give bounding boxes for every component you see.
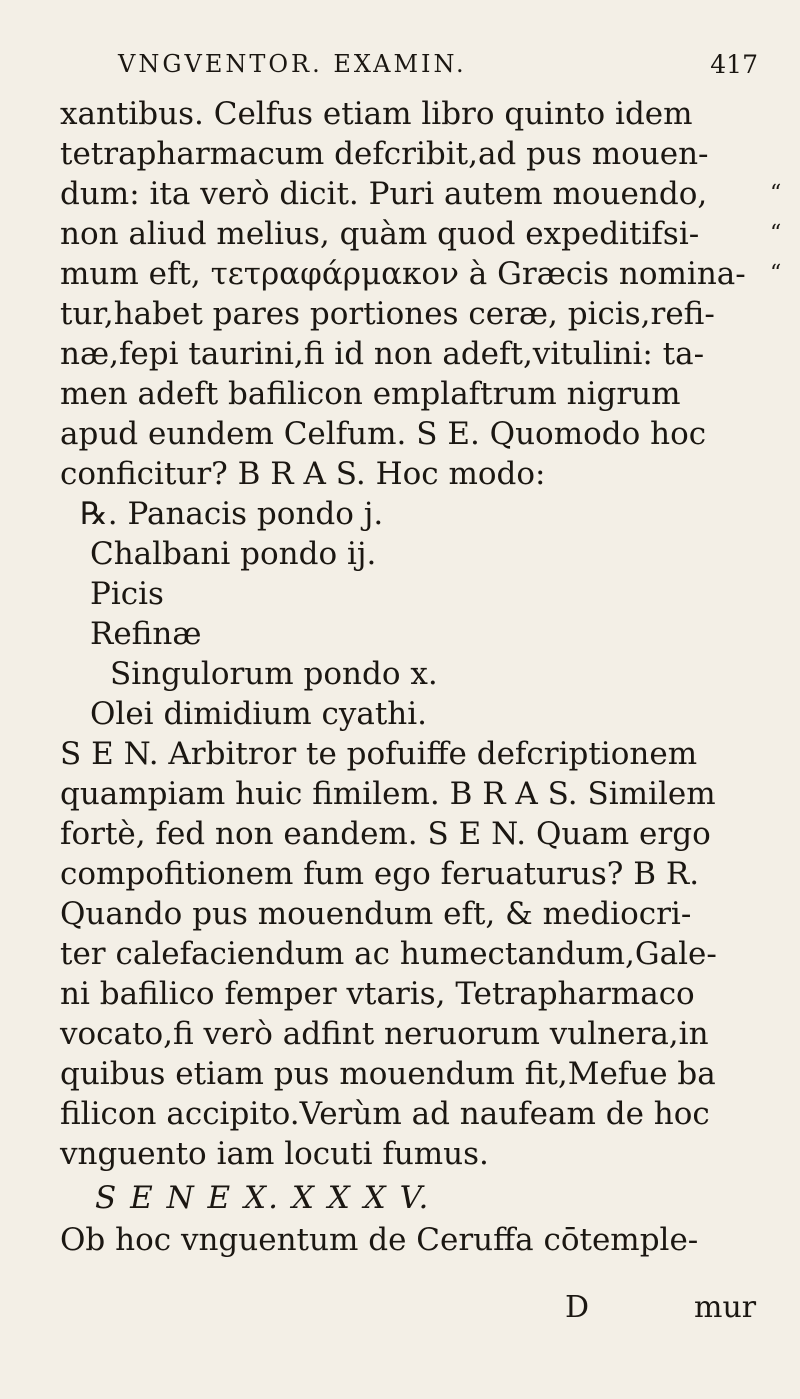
signature-mark: D (565, 1290, 590, 1325)
text-line: mum eft, τετραφάρμακον à Græcis nomina- (60, 256, 746, 292)
text-line: Ob hoc vnguentum de Ceruffa cōtemple- (60, 1222, 699, 1258)
text-line: ter calefaciendum ac humectandum,Gale- (60, 936, 717, 972)
recipe-line: Olei dimidium cyathi. (90, 696, 428, 732)
recipe-line: Picis (90, 576, 164, 612)
recipe-line: Singulorum pondo x. (110, 656, 438, 692)
text-line: men adeft bafilicon emplaftrum nigrum (60, 376, 681, 412)
text-line: næ,fepi taurini,fi id non adeft,vitulini: ta- (60, 336, 705, 372)
text-line: xantibus. Celfus etiam libro quinto idem (60, 96, 693, 132)
text-line: conficitur? B R A S. Hoc modo: (60, 456, 546, 492)
text-line: quibus etiam pus mouendum fit,Mefue ba (60, 1056, 716, 1092)
text-line: dum: ita verò dicit. Puri autem mouendo, (60, 176, 708, 212)
text-line: Quando pus mouendum eft, & mediocri- (60, 896, 692, 932)
running-title: VNGVENTOR. EXAMIN. (118, 50, 467, 78)
page-number: 417 (710, 50, 758, 79)
margin-quote-mark: “ (770, 181, 782, 206)
text-line: filicon accipito.Verùm ad naufeam de hoc (60, 1096, 710, 1132)
text-line: tetrapharmacum defcribit,ad pus mouen- (60, 136, 709, 172)
text-line: apud eundem Celfum. S E. Quomodo hoc (60, 416, 707, 452)
catchword: mur (694, 1290, 757, 1325)
text-line: compofitionem fum ego feruaturus? B R. (60, 856, 700, 892)
text-line: S E N. Arbitror te pofuiffe defcriptionem (60, 736, 698, 772)
margin-quote-mark: “ (770, 261, 782, 286)
recipe-line: Chalbani pondo ij. (90, 536, 377, 572)
margin-quote-mark: “ (770, 221, 782, 246)
text-line: fortè, fed non eandem. S E N. Quam ergo (60, 816, 711, 852)
text-line: vocato,fi verò adfint neruorum vulnera,in (60, 1016, 709, 1052)
text-line: vnguento iam locuti fumus. (60, 1136, 489, 1172)
recipe-line: ℞. Panacis pondo j. (80, 496, 384, 532)
section-heading: S E N E X. X X X V. (95, 1180, 431, 1216)
recipe-line: Refinæ (90, 616, 202, 652)
text-line: non aliud melius, quàm quod expeditifsi- (60, 216, 700, 252)
page-header (118, 44, 758, 88)
text-line: quampiam huic fimilem. B R A S. Similem (60, 776, 716, 812)
text-line: ni bafilico femper vtaris, Tetrapharmaco (60, 976, 695, 1012)
text-line: tur,habet pares portiones ceræ, picis,refi- (60, 296, 715, 332)
